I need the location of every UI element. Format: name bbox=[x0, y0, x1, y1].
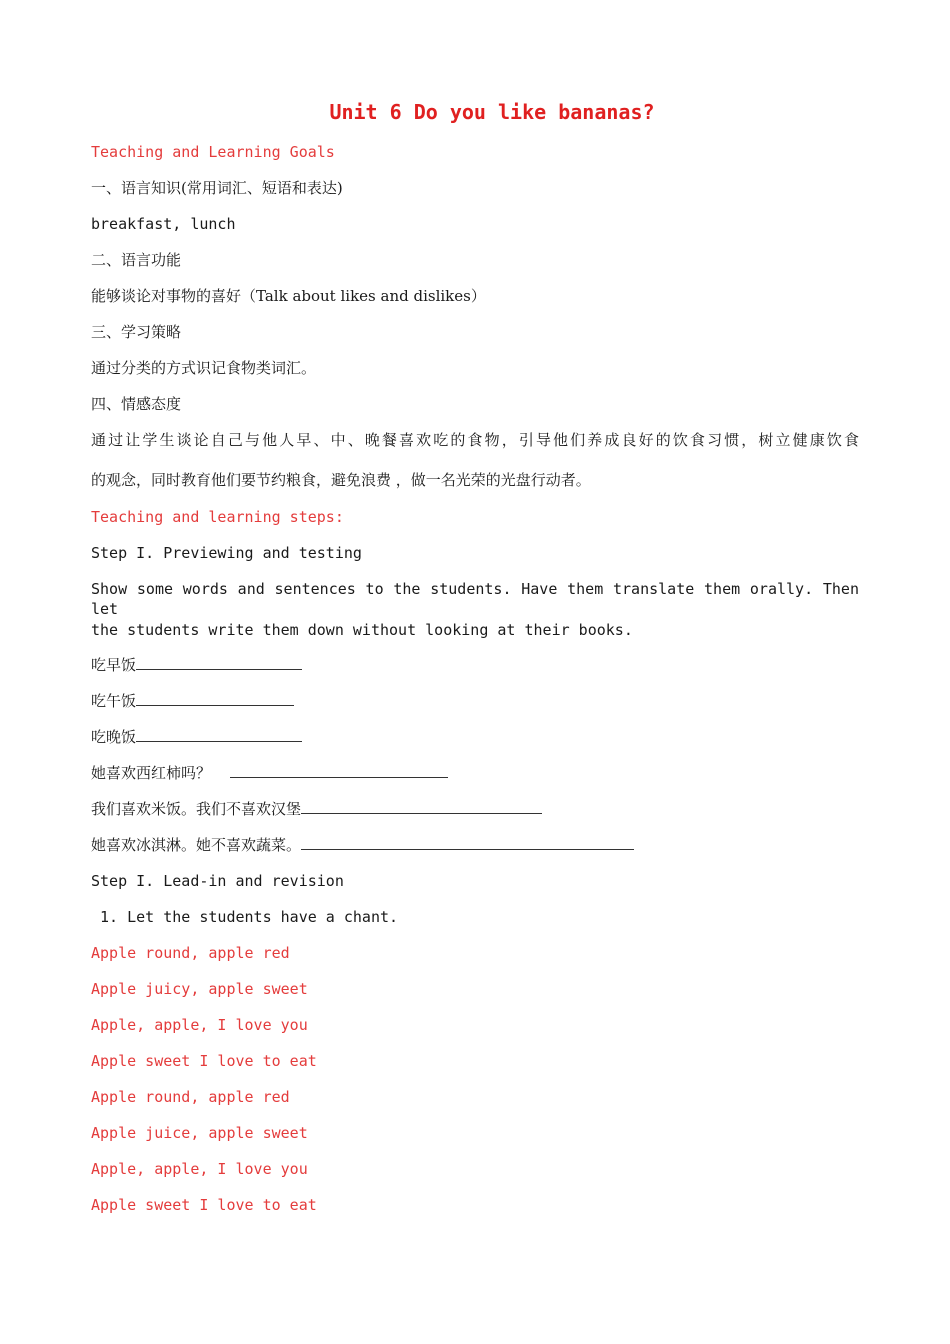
section1-heading: 一、语言知识(常用词汇、短语和表达) bbox=[91, 179, 343, 197]
exercise-item bbox=[91, 727, 302, 747]
section4-body-line2: 的观念，同时教育他们要节约粮食，避免浪费 ，做一名光荣的光盘行动者。 bbox=[91, 471, 591, 489]
section2-heading: 二、语言功能 bbox=[91, 251, 182, 269]
answer-blank[interactable] bbox=[136, 655, 302, 670]
exercise-prompt: 吃晚饭 bbox=[91, 728, 137, 746]
answer-blank[interactable] bbox=[136, 691, 294, 706]
chant-line: Apple juice, apple sweet bbox=[91, 1124, 308, 1142]
chant-line: Apple juicy, apple sweet bbox=[91, 980, 308, 998]
chant-line: Apple round, apple red bbox=[91, 944, 290, 962]
chant-line: Apple, apple, I love you bbox=[91, 1016, 308, 1034]
section3-body: 通过分类的方式识记食物类词汇。 bbox=[91, 359, 317, 377]
section3-heading: 三、学习策略 bbox=[91, 323, 182, 341]
section2-body: 能够谈论对事物的喜好（Talk about likes and dislikes） bbox=[91, 287, 486, 305]
exercise-prompt: 吃午饭 bbox=[91, 692, 137, 710]
exercise-item bbox=[91, 691, 294, 711]
exercise-item bbox=[91, 655, 302, 675]
exercise-item bbox=[91, 763, 448, 783]
answer-blank[interactable] bbox=[230, 763, 448, 778]
chant-line: Apple, apple, I love you bbox=[91, 1160, 308, 1178]
section4-heading: 四、情感态度 bbox=[91, 395, 182, 413]
exercise-prompt: 她喜欢西红柿吗？ bbox=[91, 764, 216, 782]
page-title: Unit 6 Do you like bananas? bbox=[329, 100, 655, 124]
exercise-item bbox=[91, 799, 542, 819]
chant-line: Apple sweet I love to eat bbox=[91, 1196, 317, 1214]
step2-item1: 1. Let the students have a chant. bbox=[91, 908, 399, 926]
answer-blank[interactable] bbox=[301, 799, 542, 814]
chant-line: Apple round, apple red bbox=[91, 1088, 290, 1106]
step1-body-line1: Show some words and sentences to the students. Have them translate them orally. Then let bbox=[91, 580, 859, 618]
exercise-item bbox=[91, 835, 634, 855]
step1-body-line2: the students write them down without looking at their books. bbox=[91, 621, 633, 639]
chant-line: Apple sweet I love to eat bbox=[91, 1052, 317, 1070]
answer-blank[interactable] bbox=[301, 835, 634, 850]
exercise-prompt: 她喜欢冰淇淋。她不喜欢蔬菜。 bbox=[91, 836, 302, 854]
step2-heading: Step I. Lead-in and revision bbox=[91, 872, 344, 890]
section1-body: breakfast, lunch bbox=[91, 215, 236, 233]
step1-heading: Step I. Previewing and testing bbox=[91, 544, 362, 562]
exercise-prompt: 吃早饭 bbox=[91, 656, 137, 674]
section4-body-line1: 通过让学生谈论自己与他人早、中、晚餐喜欢吃的食物，引导他们养成良好的饮食习惯，树立健康饮食 bbox=[91, 431, 859, 449]
goals-heading: Teaching and Learning Goals bbox=[91, 143, 335, 161]
answer-blank[interactable] bbox=[136, 727, 302, 742]
exercise-prompt: 我们喜欢米饭。我们不喜欢汉堡 bbox=[91, 800, 302, 818]
steps-heading: Teaching and learning steps: bbox=[91, 508, 344, 526]
